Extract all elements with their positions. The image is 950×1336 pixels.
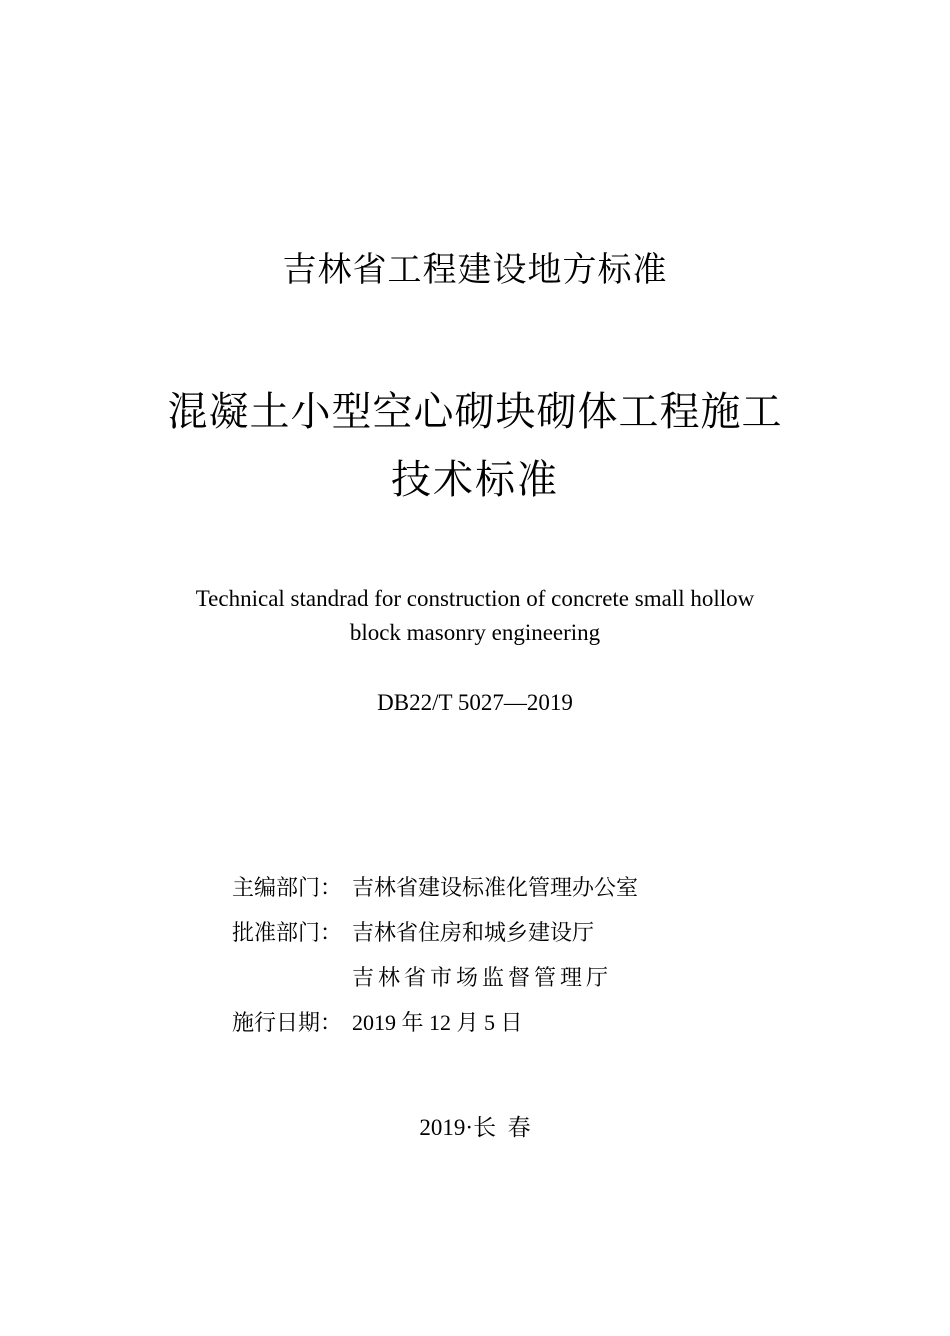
editor-value: 吉林省建设标准化管理办公室 — [352, 875, 639, 900]
editor-row — [232, 873, 872, 903]
effective-date-row — [232, 1008, 872, 1038]
editor-label: 主编部门： — [232, 875, 343, 900]
standard-code: DB22/T 5027—2019 — [377, 690, 573, 715]
approver-value-1: 吉林省住房和城乡建设厅 — [352, 920, 595, 945]
effective-date-value: 2019 年 12 月 5 日 — [352, 1010, 523, 1035]
effective-date-label: 施行日期： — [232, 1010, 343, 1035]
approver-value-2: 吉林省市场监督管理厅 — [352, 965, 613, 990]
english-title-line-1: Technical standrad for construction of concrete small hollow — [195, 586, 755, 611]
english-title-line-2: block masonry engineering — [349, 620, 601, 645]
document-title-line-2: 技术标准 — [391, 457, 559, 503]
standard-series-title: 吉林省工程建设地方标准 — [282, 250, 668, 290]
document-title-line-1: 混凝土小型空心砌块砌体工程施工 — [167, 389, 783, 435]
publication-place-year: 2019·长 春 — [419, 1115, 531, 1140]
approver-row-2 — [232, 963, 872, 993]
approver-row — [232, 918, 872, 948]
approver-label: 批准部门： — [232, 920, 343, 945]
